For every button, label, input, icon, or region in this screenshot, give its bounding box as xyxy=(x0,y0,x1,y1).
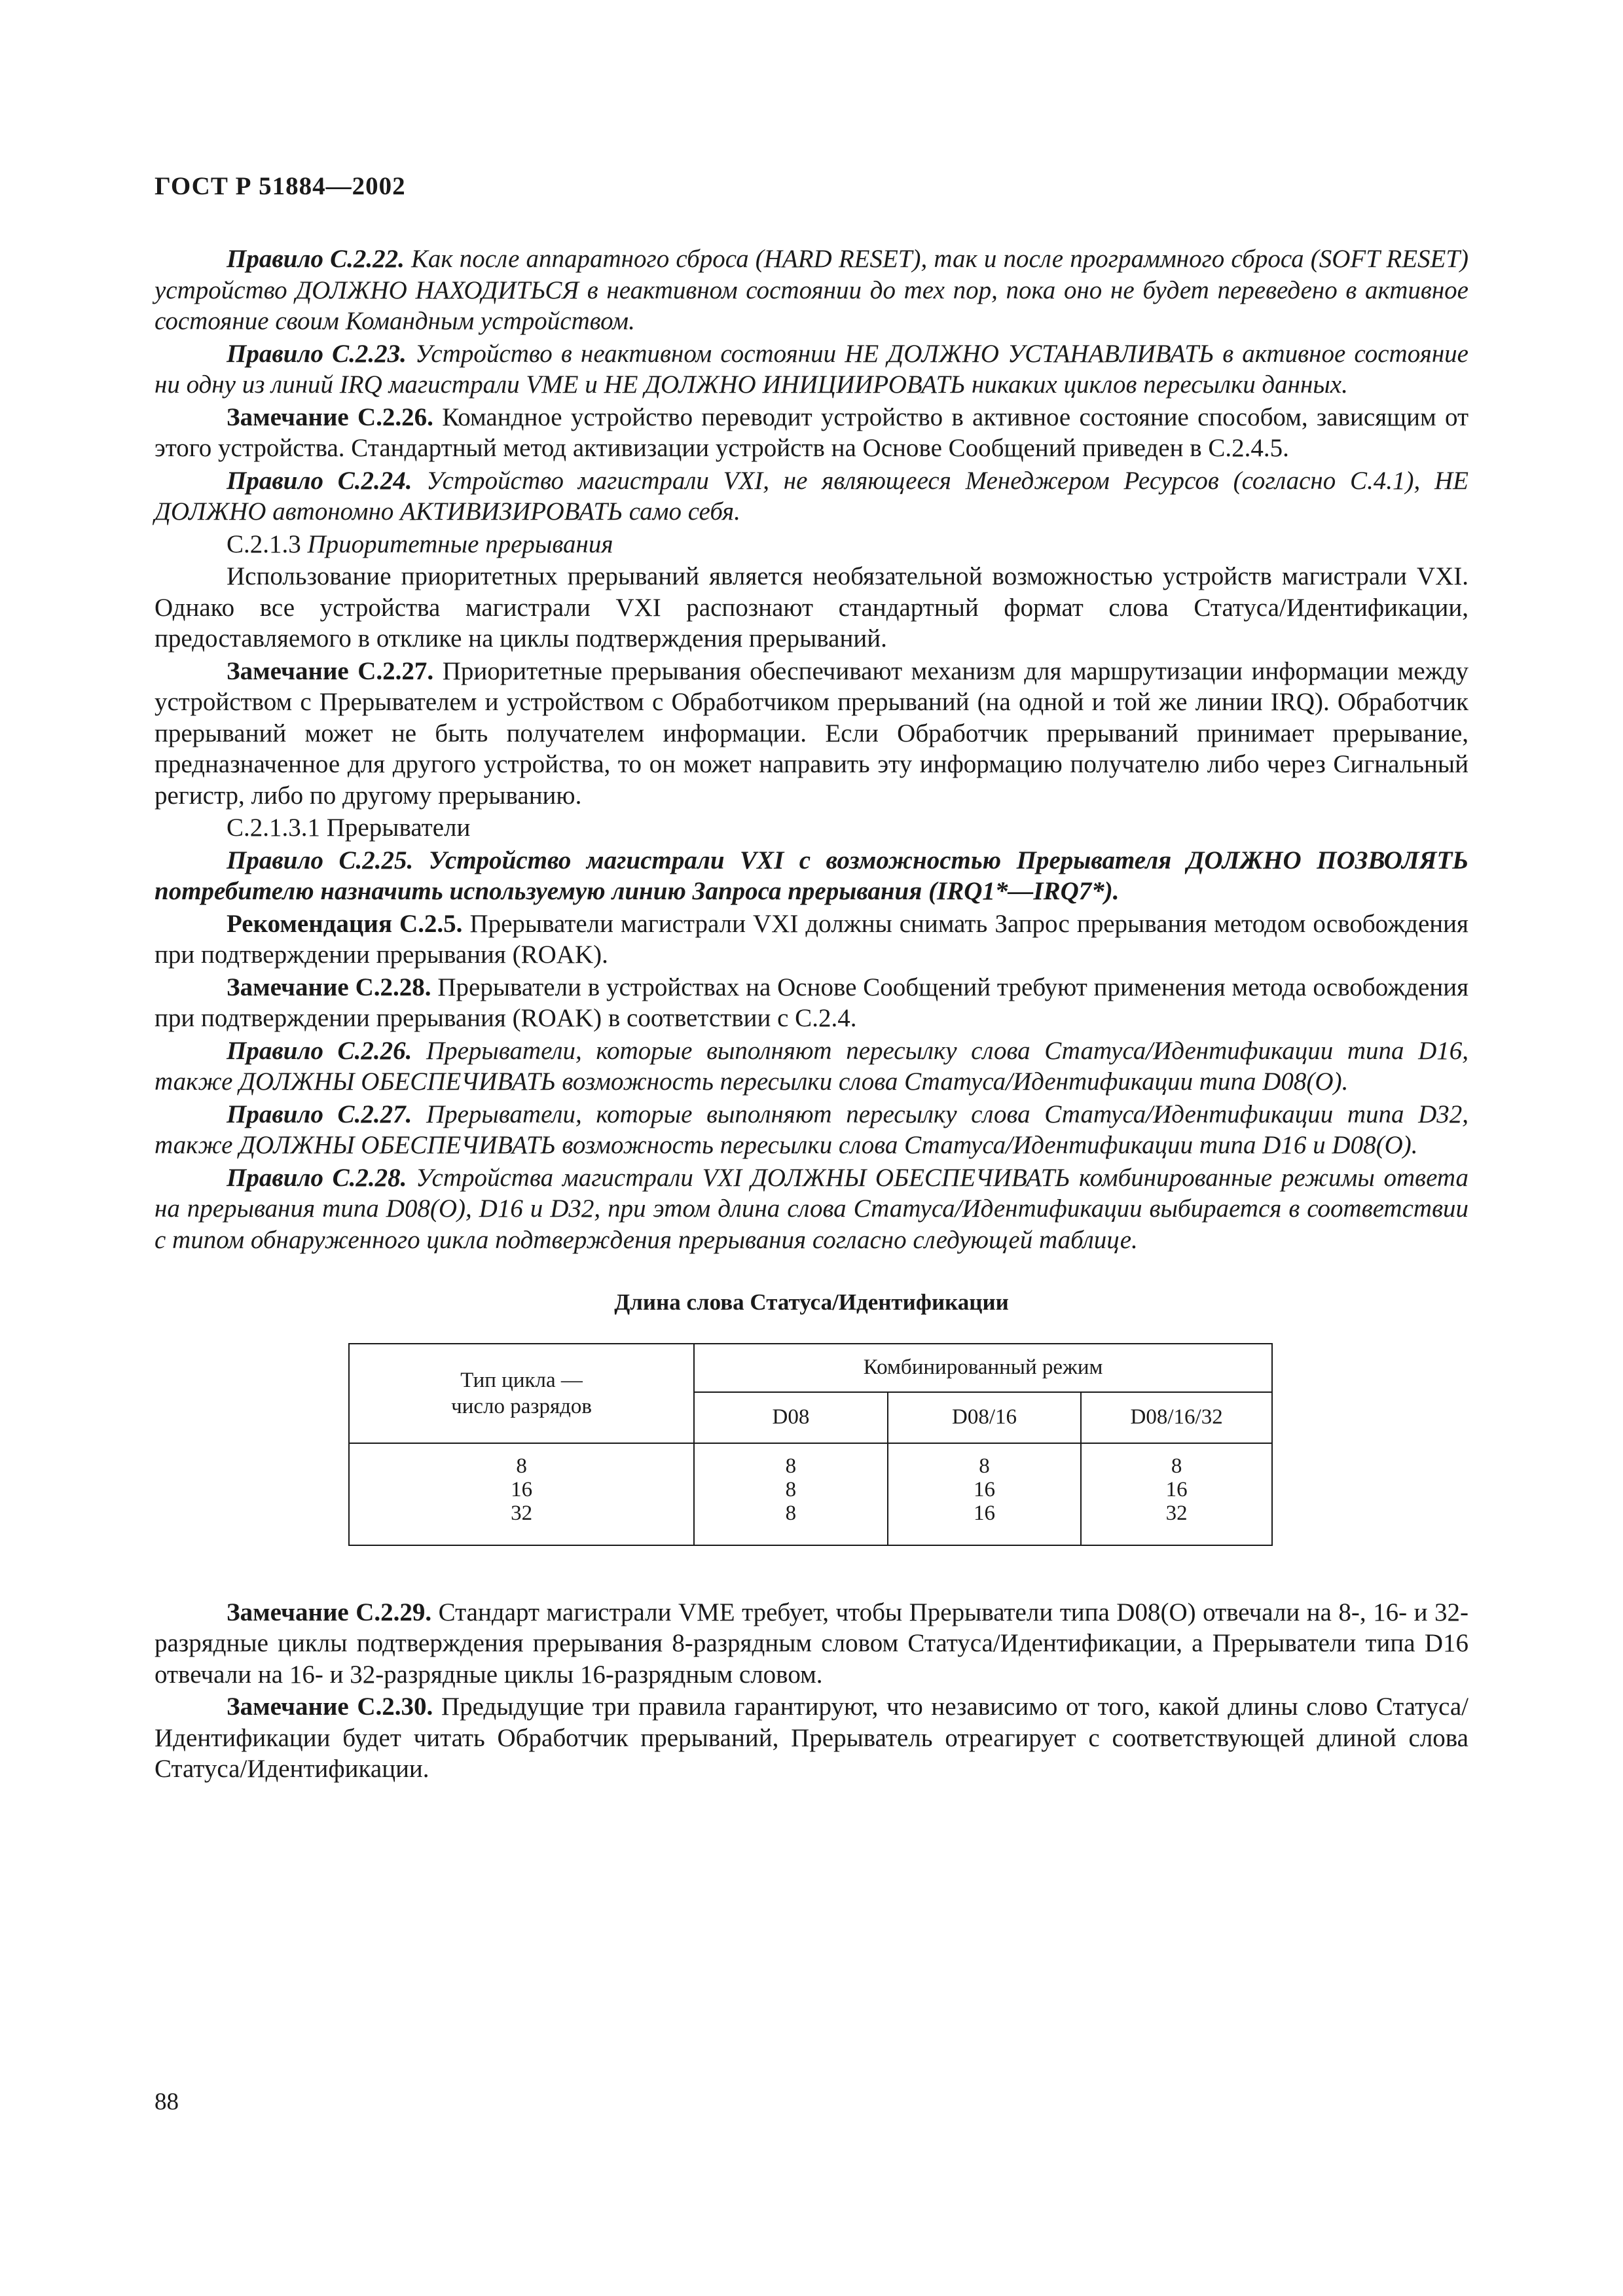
page-number: 88 xyxy=(155,2089,179,2115)
section-number: С.2.1.3 xyxy=(227,529,301,558)
recommendation-text: Прерыватели магистрали VXI должны снимать Запрос прерывания методом освобождения при подтверждении прерывания (ROAK). xyxy=(155,909,1468,969)
rule-text: Устройства магистрали VXI ДОЛЖНЫ ОБЕСПЕЧИВАТЬ комбинированные режимы ответа на прерывания типа D08(O), D16 и D32, при этом длина слова Статуса/Идентификации выбирается в соответствии с типом обнаруженного цикла подтверждения прерывания согласно следующей таблице. xyxy=(155,1163,1469,1254)
section-number: С.2.1.3.1 xyxy=(227,814,321,842)
note-c-2-27 xyxy=(155,656,1468,812)
note-text: Приоритетные прерывания обеспечивают механизм для маршрутизации информации между устройством с Прерывателем и устройством с Обработчиком прерываний (на одной и той же линии IRQ). Обработчик прерываний может не быть получателем информации. Если Обработчик прерываний принимает прерывание, предназначенное для другого устройства, то он может направить эту информацию получателю либо через Сигнальный регистр, либо по другому прерыванию. xyxy=(155,656,1469,810)
rule-c-2-25 xyxy=(155,845,1468,907)
rule-c-2-23 xyxy=(155,338,1468,401)
note-c-2-29 xyxy=(155,1597,1468,1691)
document-body xyxy=(155,243,1468,1786)
table-row-header: Тип цикла — число разрядов xyxy=(349,1344,694,1443)
note-text: Стандарт магистрали VME требует, чтобы Прерыватели типа D08(O) отвечали на 8-, 16- и 32-разрядные циклы подтверждения прерывания 8-разрядным словом Статуса/Идентификации, а Прерыватели типа D16 отвечали на 16- и 32-разрядные циклы 16-разрядным словом. xyxy=(155,1598,1468,1689)
note-text: Командное устройство переводит устройство в активное состояние способом, зависящим от этого устройства. Стандартный метод активизации устройств на Основе Сообщений приведен в С.2.4.5. xyxy=(155,403,1469,462)
note-label: Замечание С.2.28. xyxy=(227,973,431,1001)
section-title: Приоритетные прерывания xyxy=(307,529,613,558)
note-label: Замечание С.2.30. xyxy=(227,1693,433,1721)
note-text: Предыдущие три правила гарантируют, что независимо от того, какой длины слово Статуса/Идентификации будет читать Обработчик прерываний, Прерыватель отреагирует с соответствующей длиной слова Статуса/Идентификации. xyxy=(155,1693,1468,1783)
rule-label: Правило С.2.28. xyxy=(227,1163,407,1192)
document-header: ГОСТ Р 51884—2002 xyxy=(155,172,406,200)
rule-text: Как после аппаратного сброса (HARD RESET), так и после программного сброса (SOFT RESET) устройство ДОЛЖНО НАХОДИТЬСЯ в неактивном состоянии до тех пор, пока оно не будет переведено в активное состояние своим Командным устройством. xyxy=(155,245,1469,335)
body-paragraph xyxy=(155,561,1468,655)
rule-label: Правило С.2.24. xyxy=(227,466,412,495)
note-label: Замечание С.2.29. xyxy=(227,1598,432,1626)
note-label: Замечание С.2.27. xyxy=(227,656,434,685)
table-cell-d08-16-32: 8 16 32 xyxy=(1081,1443,1272,1545)
rule-label: Правило С.2.25. xyxy=(227,846,414,874)
note-text: Прерыватели в устройствах на Основе Сообщений требуют применения метода освобождения при подтверждении прерывания (ROAK) в соответствии с С.2.4. xyxy=(155,973,1469,1032)
table-group-header: Комбинированный режим xyxy=(694,1344,1272,1392)
rule-c-2-24 xyxy=(155,465,1468,528)
rule-text: Устройство магистрали VXI с возможностью Прерывателя ДОЛЖНО ПОЗВОЛЯТЬ потребителю назначить используемую линию Запроса прерывания (IRQ1*—IRQ7*). xyxy=(155,846,1469,905)
rule-c-2-22 xyxy=(155,243,1468,337)
rule-c-2-26 xyxy=(155,1035,1468,1098)
rule-c-2-27 xyxy=(155,1099,1468,1161)
recommendation-c-2-5 xyxy=(155,908,1468,971)
note-c-2-28 xyxy=(155,972,1468,1034)
note-c-2-26 xyxy=(155,402,1468,464)
status-id-length-table xyxy=(348,1343,1273,1546)
rule-label: Правило С.2.26. xyxy=(227,1036,412,1065)
recommendation-label: Рекомендация С.2.5. xyxy=(227,909,463,938)
rule-text: Устройство в неактивном состоянии НЕ ДОЛЖНО УСТАНАВЛИВАТЬ в активное состояние ни одну из линий IRQ магистрали VME и НЕ ДОЛЖНО ИНИЦИИРОВАТЬ никаких циклов пересылки данных. xyxy=(155,339,1468,399)
table-cell-d08-16: 8 16 16 xyxy=(888,1443,1082,1545)
note-label: Замечание С.2.26. xyxy=(227,403,433,431)
rule-text: Устройство магистрали VXI, не являющееся Менеджером Ресурсов (согласно С.4.1), НЕ ДОЛЖНО автономно АКТИВИЗИРОВАТЬ само себя. xyxy=(155,466,1468,526)
rule-label: Правило С.2.22. xyxy=(227,245,405,273)
table-cell-d08: 8 8 8 xyxy=(694,1443,888,1545)
table-cell-cycle: 8 16 32 xyxy=(349,1443,694,1545)
table-column-header: D08/16 xyxy=(888,1392,1082,1443)
section-heading-c-2-1-3 xyxy=(155,529,1468,560)
section-title: Прерыватели xyxy=(326,814,471,842)
table-caption: Длина слова Статуса/Идентификации xyxy=(614,1289,1009,1315)
note-c-2-30 xyxy=(155,1691,1468,1785)
rule-c-2-28 xyxy=(155,1162,1468,1256)
table-column-header: D08/16/32 xyxy=(1081,1392,1272,1443)
section-heading-c-2-1-3-1 xyxy=(155,812,1468,844)
rule-text: Прерыватели, которые выполняют пересылку слова Статуса/Идентификации типа D32, также ДОЛЖНЫ ОБЕСПЕЧИВАТЬ возможность пересылки слова Статуса/Идентификации типа D16 и D08(O). xyxy=(155,1100,1469,1159)
rule-label: Правило С.2.27. xyxy=(227,1100,412,1128)
rule-label: Правило С.2.23. xyxy=(227,339,407,368)
table-column-header: D08 xyxy=(694,1392,888,1443)
body-text: Использование приоритетных прерываний является необязательной возможностью устройств магистрали VXI. Однако все устройства магистрали VXI распознают стандартный формат слова Статуса/Идентификации, предоставляемого в отклике на циклы подтверждения прерываний. xyxy=(155,562,1468,653)
rule-text: Прерыватели, которые выполняют пересылку слова Статуса/Идентификации типа D16, также ДОЛЖНЫ ОБЕСПЕЧИВАТЬ возможность пересылки слова Статуса/Идентификации типа D08(O). xyxy=(155,1036,1469,1096)
